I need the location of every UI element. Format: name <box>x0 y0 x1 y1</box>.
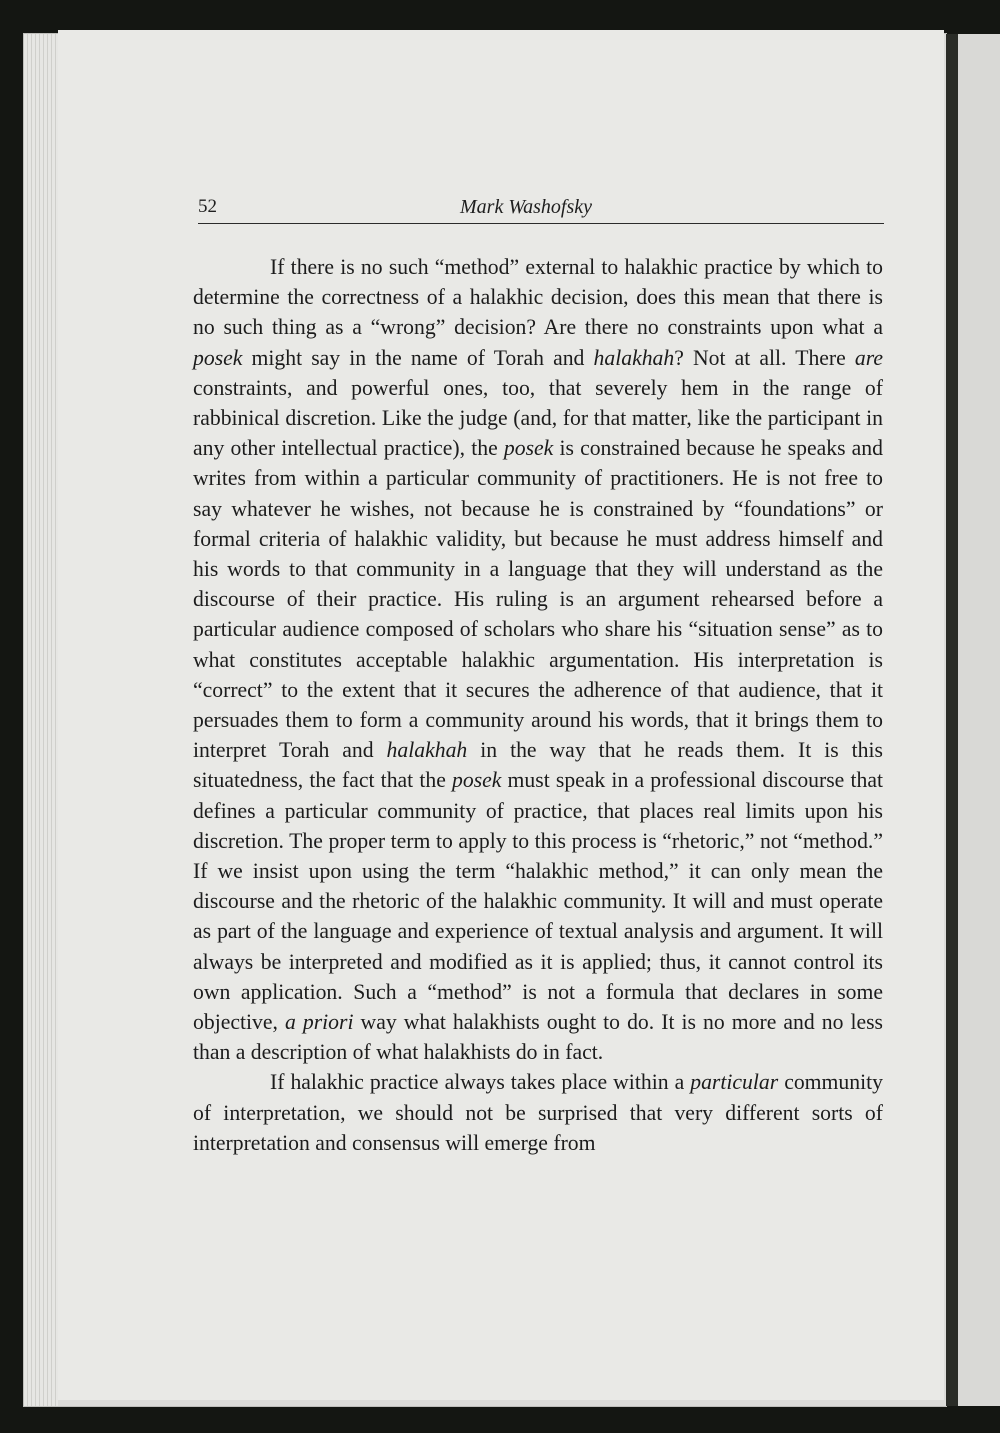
text-run: might say in the name of Torah and <box>242 345 594 370</box>
italic-run: a priori <box>284 1010 354 1035</box>
text-run: is constrained because he speaks and writes from within a particular community of practitioners. He is not free to say whatever he wishes, not because he is constrained by “foundations” or formal criteria of halakhic validity, but because he must address himself and his words to that community in a language that they will understand as the discourse of their practice. His ruling is an argument rehearsed before a particular audience composed of scholars who share his “situation sense” as to what constitutes acceptable halakhic argumentation. His interpretation is “correct” to the extent that it secures the adherence of that audience, that it persuades them to form a community around his words, that it brings them to interpret Torah and <box>193 436 883 763</box>
italic-run: halakhah <box>386 738 468 763</box>
running-head: Mark Washofsky <box>460 196 593 218</box>
italic-run: halakhah <box>593 345 675 370</box>
text-run: must speak in a professional discourse that defines a particular community of practice, that places real limits upon his discretion. The proper term to apply to this process is “rhetoric,” not “method.” If we insist upon using the term “halakhic method,” it can only mean the discourse and the rhetoric of the halakhic community. It will and must operate as part of the language and experience of textual analysis and argument. It will always be interpreted and modified as it is applied; thus, it cannot control its own application. Such a “method” is not a formula that declares in some objective, <box>193 768 883 1035</box>
italic-run: posek <box>503 436 554 461</box>
text-run: way what halakhists ought to do. It is no more and no less than a description of what halakhists do in fact. <box>193 1010 883 1065</box>
page-edges <box>24 34 58 1406</box>
italic-run: posek <box>452 768 502 793</box>
paragraph <box>193 1067 883 1158</box>
paragraph <box>193 252 883 1067</box>
italic-run: particular <box>690 1070 779 1095</box>
italic-run: are <box>854 345 883 370</box>
italic-run: posek <box>193 345 243 370</box>
text-run: ? Not at all. There <box>674 345 855 370</box>
page-header <box>198 193 884 224</box>
text-run: If halakhic practice always takes place within a <box>270 1070 691 1095</box>
body-text <box>193 252 883 1158</box>
text-run: If there is no such “method” external to halakhic practice by which to determine the correctness of a halakhic decision, does this mean that there is no such thing as a “wrong” decision? Are there no constraints upon what a <box>193 255 883 340</box>
text-run: in the way that he reads them. It is this situatedness, the fact that the <box>193 738 883 793</box>
text-run: community of interpretation, we should not be surprised that very different sorts of interpretation and consensus will emerge from <box>193 1070 884 1155</box>
text-run: constraints, and powerful ones, too, that severely hem in the range of rabbinical discretion. Like the judge (and, for that matter, like the participant in any other intellectual practice), the <box>193 375 883 461</box>
facing-page-edge <box>958 34 1000 1406</box>
page-number: 52 <box>198 196 217 217</box>
